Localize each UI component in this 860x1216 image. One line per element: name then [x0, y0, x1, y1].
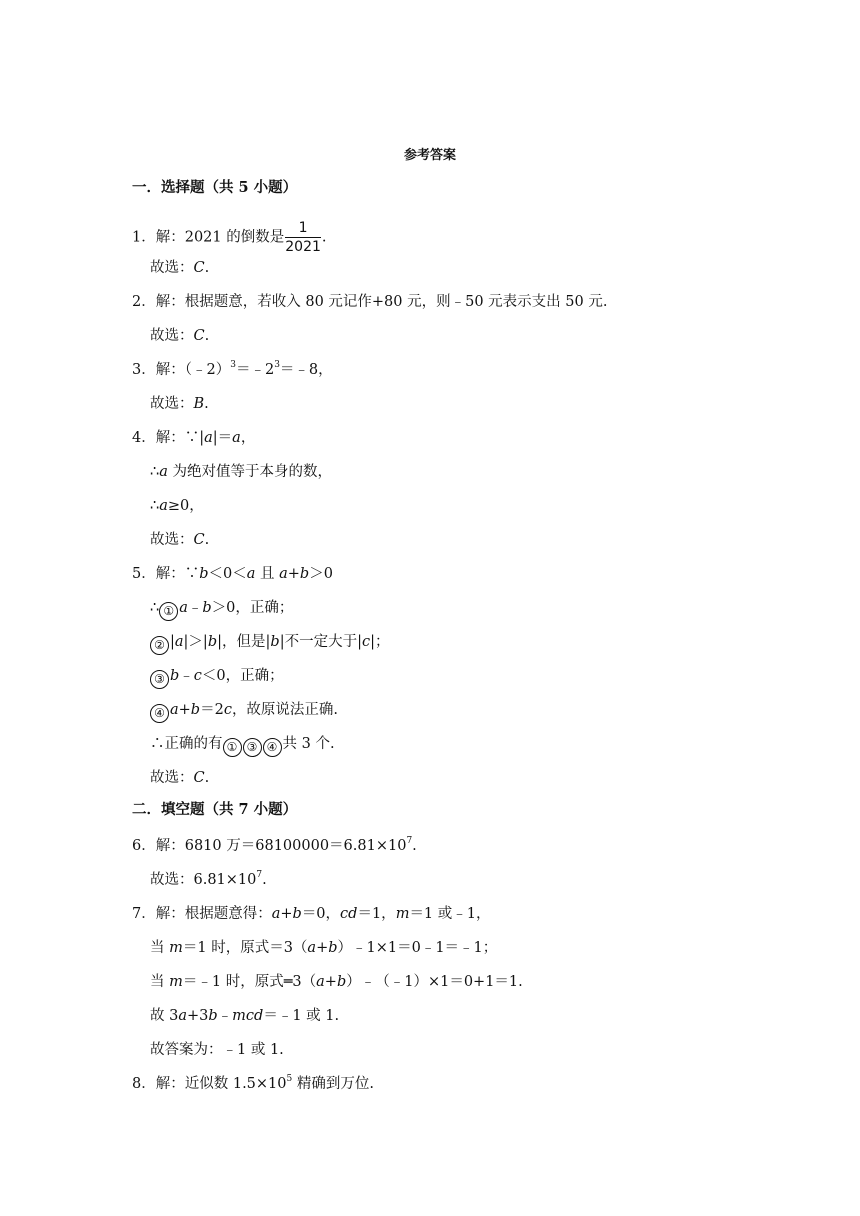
- answer-7-line-4: 故 3a+3b﹣mcd＝﹣1 或 1.: [150, 1008, 340, 1024]
- circled-number: ④: [263, 738, 282, 757]
- circled-number: ①: [223, 738, 242, 757]
- answer-5-line-5: ④ a+b＝2c，故原说法正确.: [150, 700, 338, 723]
- answer-5-line-2: ∴ ① a﹣b＞0，正确；: [150, 598, 293, 621]
- circled-number: ①: [159, 602, 178, 621]
- answer-7: 7．解：根据题意得：a+b＝0，cd＝1，m＝1 或﹣1，: [132, 906, 491, 922]
- answer-7-line-3: 当 m＝﹣1 时，原式═3（a+b）﹣（﹣1）×1＝0+1＝1.: [150, 974, 523, 990]
- circled-number: ②: [150, 636, 169, 655]
- answer-5-choice: 故选：C.: [150, 770, 210, 786]
- answer-6: 6．解：6810 万$=68100000=6.81\times 10^7$.: [132, 836, 417, 854]
- answer-5-line-6: ∴正确的有 ① ③ ④ 共 3 个.: [150, 734, 335, 757]
- answer-2-choice: 故选：C.: [150, 328, 210, 344]
- answer-4: 4．解：∵|a|＝a，: [132, 430, 256, 446]
- circled-number: ③: [150, 670, 169, 689]
- answer-3: 3．解：$(﹣2)^3=﹣2^3=﹣8$，: [132, 360, 333, 378]
- page-title: 参考答案: [403, 148, 456, 163]
- answer-1-choice: 故选：C.: [150, 260, 210, 276]
- answer-4-line-2: ∴a 为绝对值等于本身的数，: [150, 464, 332, 480]
- answer-5-line-3: ② |a|＞|b|，但是|b|不一定大于|c|；: [150, 632, 390, 655]
- answer-5: 5．解：∵b＜0＜a 且 a+b＞0: [132, 566, 333, 582]
- section-heading-choice: 一．选择题（共 5 小题）: [132, 179, 298, 196]
- answer-1: 1．解：2021 的倒数是 $\frac{1}{2021}$ .: [132, 220, 327, 255]
- answer-6-choice: 故选：$6.81\times 10^7$.: [150, 870, 267, 888]
- answer-4-choice: 故选：C.: [150, 532, 210, 548]
- answer-5-line-4: ③ b﹣c＜0，正确；: [150, 666, 284, 689]
- answer-7-line-2: 当 m＝1 时，原式＝3（a+b）﹣1×1＝0﹣1＝﹣1；: [150, 940, 498, 956]
- answer-7-line-5: 故答案为：﹣1 或 1.: [150, 1042, 284, 1058]
- answer-8: 8．解：近似数 $1.5\times 10^5$ 精确到万位.: [132, 1074, 374, 1092]
- fraction: $\frac{1}{2021}$: [285, 220, 321, 255]
- answer-3-choice: 故选：B.: [150, 396, 209, 412]
- section-heading-fill: 二．填空题（共 7 小题）: [132, 801, 298, 818]
- answer-4-line-3: ∴a≥0，: [150, 498, 204, 514]
- circled-number: ④: [150, 704, 169, 723]
- circled-number: ③: [243, 738, 262, 757]
- answer-2: 2．解：根据题意，若收入 80 元记作+80 元，则﹣50 元表示支出 50 元.: [132, 294, 608, 310]
